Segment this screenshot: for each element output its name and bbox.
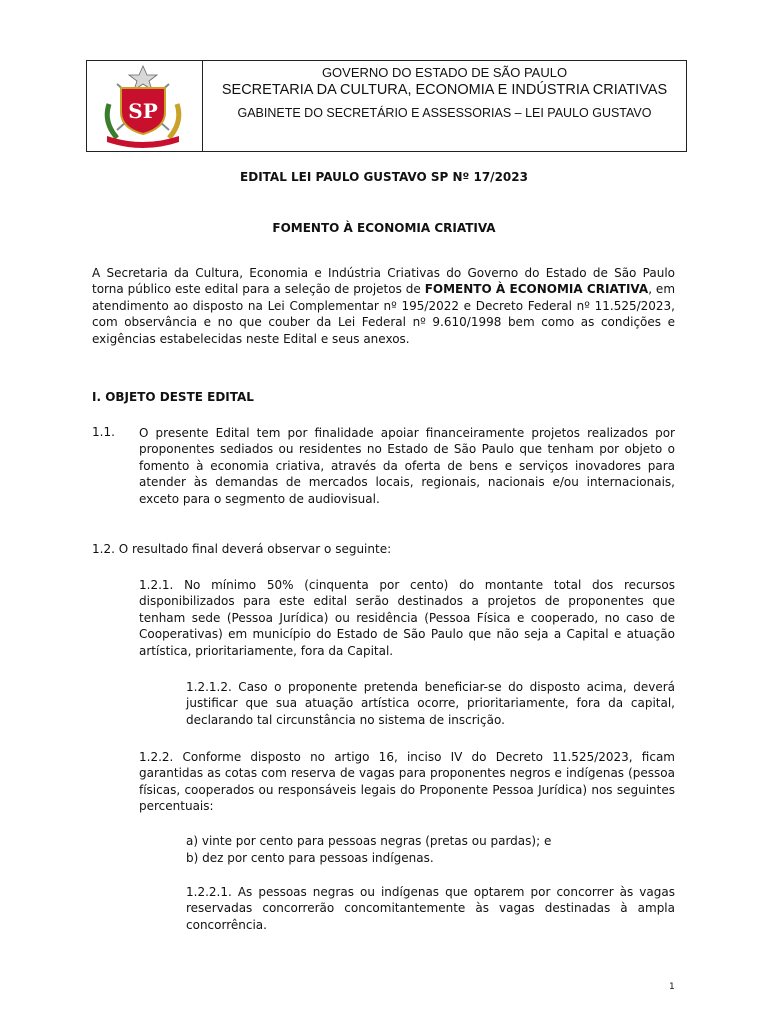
item-1-2-2: 1.2.2. Conforme disposto no artigo 16, inciso IV do Decreto 11.525/2023, ficam garantidas as cotas com reserva de vagas para proponentes negros e indígenas (pessoa físicas, cooperados ou responsáveis legais do Proponente Pessoa Jurídica) nos seguintes percentuais: <box>139 750 675 814</box>
document-subtitle: FOMENTO À ECONOMIA CRIATIVA <box>272 221 496 235</box>
government-name: GOVERNO DO ESTADO DE SÃO PAULO <box>321 65 568 80</box>
document-header <box>86 60 687 152</box>
item-1-2-1-2: 1.2.1.2. Caso o proponente pretenda beneficiar-se do disposto acima, deverá justificar que sua atuação artística ocorre, prioritariamente, fora da capital, declarando tal circunstância no sistema de inscrição. <box>186 680 675 727</box>
item-1-2: 1.2. O resultado final deverá observar o seguinte: <box>92 542 392 556</box>
intro-bold: FOMENTO À ECONOMIA CRIATIVA <box>424 282 649 297</box>
logo-cell <box>87 61 203 151</box>
office-name: GABINETE DO SECRETÁRIO E ASSESSORIAS – LEI PAULO GUSTAVO <box>237 106 652 120</box>
item-1-1-text: O presente Edital tem por finalidade apoiar financeiramente projetos realizados por proponentes sediados ou residentes no Estado de São Paulo que tenham por objeto o fomento à economia criativa, através da oferta de bens e serviços inovadores para atender às demandas de mercados locais, regionais, nacionais e/ou internacionais, exceto para o segmento de audiovisual. <box>139 426 675 506</box>
item-a: a) vinte por cento para pessoas negras (pretas ou pardas); e <box>186 834 552 848</box>
header-text-cell <box>203 61 686 151</box>
secretariat-name: SECRETARIA DA CULTURA, ECONOMIA E INDÚSTRIA CRIATIVAS <box>221 82 668 98</box>
logo-text: SP <box>128 99 158 123</box>
item-1-1-number: 1.1. <box>92 425 115 439</box>
item-1-2-2-1: 1.2.2.1. As pessoas negras ou indígenas que optarem por concorrer às vagas reservadas concorrerão concomitantemente às vagas destinadas à ampla concorrência. <box>186 885 675 932</box>
sao-paulo-coat-of-arms-icon <box>95 64 191 148</box>
intro-paragraph: A Secretaria da Cultura, Economia e Indústria Criativas do Governo do Estado de São Paulo torna público este edital para a seleção de projetos de FOMENTO À ECONOMIA CRIATIVA, em atendimento ao disposto na Lei Complementar nº 195/2022 e Decreto Federal nº 11.525/2023, com observância e no que couber da Lei Federal nº 9.610/1998 bem como as condições e exigências estabelecidas neste Edital e seus anexos. <box>92 266 676 346</box>
document-title: EDITAL LEI PAULO GUSTAVO SP Nº 17/2023 <box>240 170 528 184</box>
section-heading: I. OBJETO DESTE EDITAL <box>92 390 254 404</box>
item-1-2-1: 1.2.1. No mínimo 50% (cinquenta por cento) do montante total dos recursos disponibilizados para este edital serão destinados a projetos de proponentes que tenham sede (Pessoa Jurídica) ou residência (Pessoa Física e cooperado, no caso de Cooperativas) em município do Estado de São Paulo que não seja a Capital e atuação artística, prioritariamente, fora da Capital. <box>139 578 675 658</box>
item-b: b) dez por cento para pessoas indígenas. <box>186 851 434 865</box>
page-number: 1 <box>669 982 675 992</box>
